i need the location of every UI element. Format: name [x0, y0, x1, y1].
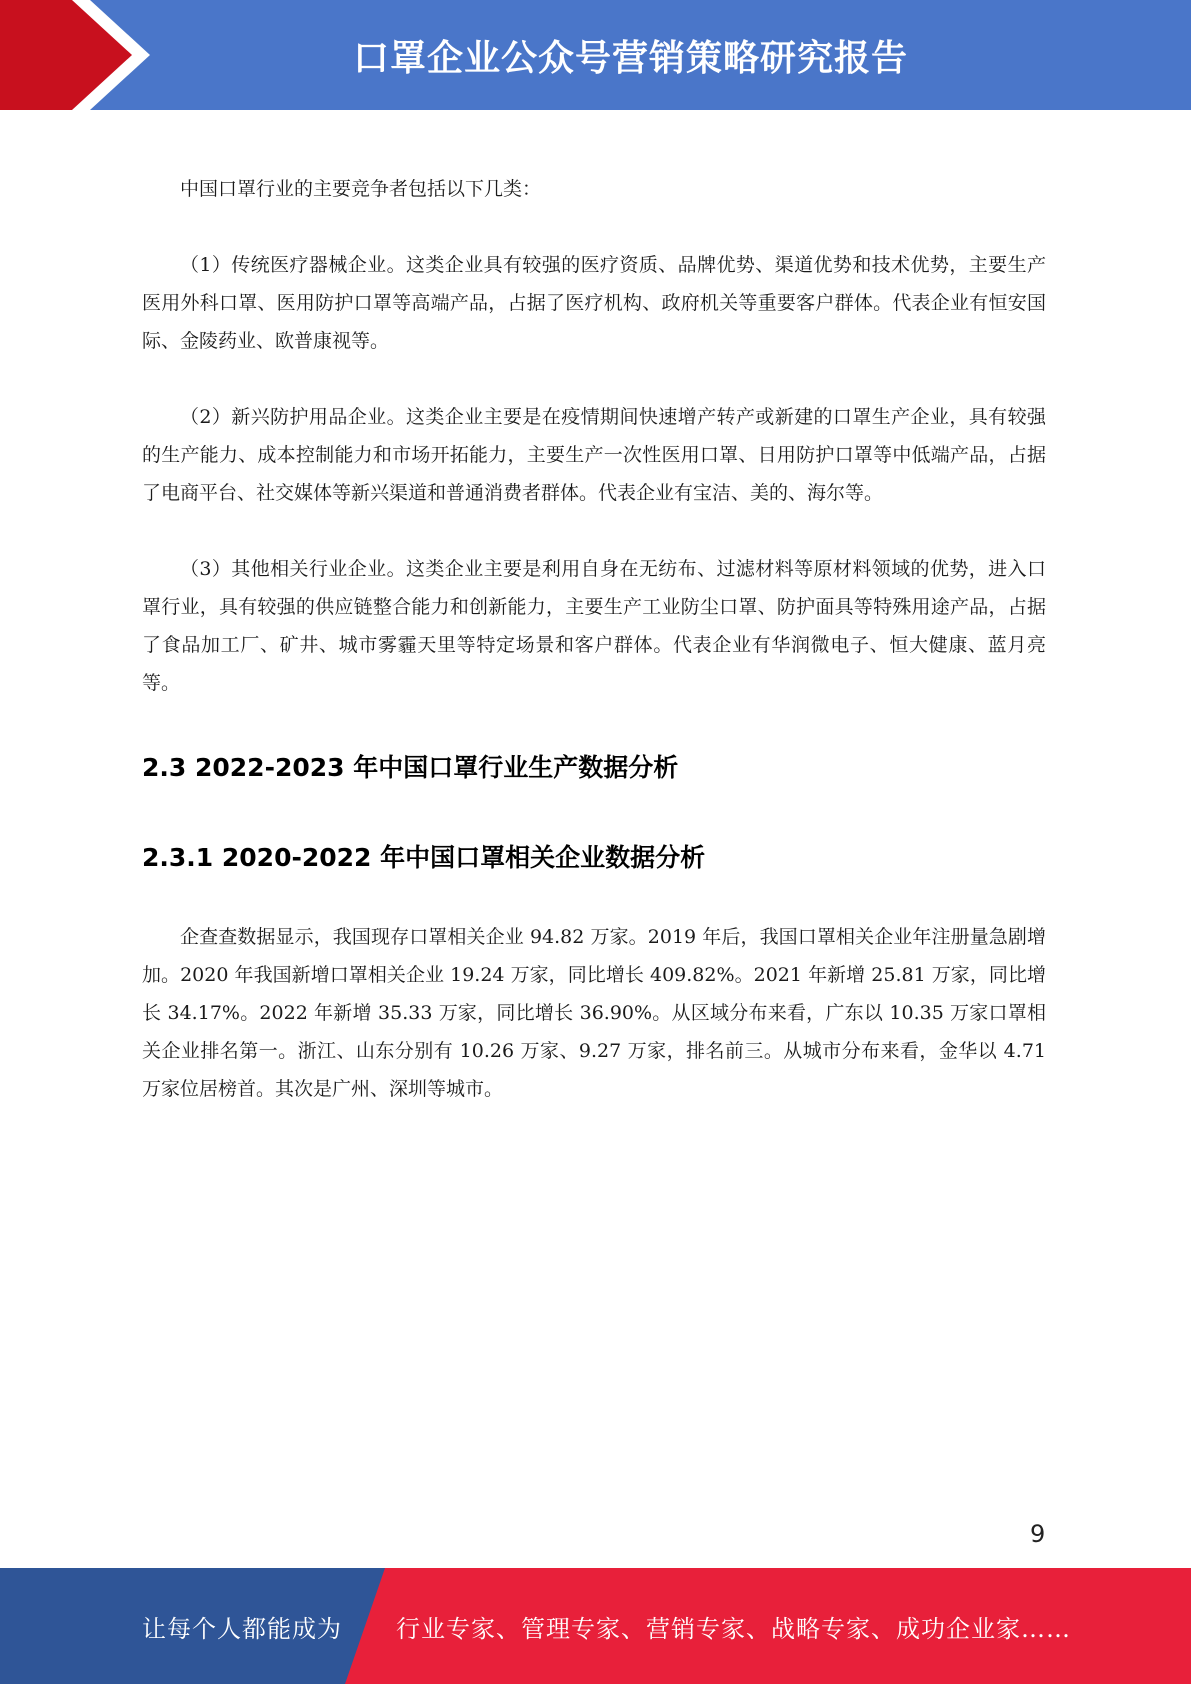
- competitor-paragraph-2: （2）新兴防护用品企业。这类企业主要是在疫情期间快速增产转产或新建的口罩生产企业，具有较强的生产能力、成本控制能力和市场开拓能力，主要生产一次性医用口罩、日用防护口罩等中低端产品，占据了电商平台、社交媒体等新兴渠道和普通消费者群体。代表企业有宝洁、美的、海尔等。: [142, 406, 1046, 504]
- report-title: 口罩企业公众号营销策略研究报告: [352, 37, 908, 79]
- footer-slogan-left: 让每个人都能成为: [142, 1614, 342, 1643]
- main-content: [142, 170, 1046, 1108]
- section-heading-2-3: 2.3 2022-2023 年中国口罩行业生产数据分析: [142, 753, 679, 782]
- page-header: [0, 0, 1191, 110]
- intro-paragraph: 中国口罩行业的主要竞争者包括以下几类：: [180, 178, 542, 200]
- footer-slogan-right: 行业专家、管理专家、营销专家、战略专家、成功企业家……: [396, 1614, 1071, 1643]
- page-number: 9: [1030, 1520, 1046, 1548]
- competitor-paragraph-1: （1）传统医疗器械企业。这类企业具有较强的医疗资质、品牌优势、渠道优势和技术优势，主要生产医用外科口罩、医用防护口罩等高端产品，占据了医疗机构、政府机关等重要客户群体。代表企业有恒安国际、金陵药业、欧普康视等。: [142, 254, 1046, 352]
- competitor-paragraph-3: （3）其他相关行业企业。这类企业主要是利用自身在无纺布、过滤材料等原材料领域的优势，进入口罩行业，具有较强的供应链整合能力和创新能力，主要生产工业防尘口罩、防护面具等特殊用途产品，占据了食品加工厂、矿井、城市雾霾天里等特定场景和客户群体。代表企业有华润微电子、恒大健康、蓝月亮等。: [142, 558, 1046, 694]
- page-footer: [0, 1568, 1191, 1684]
- data-analysis-paragraph: 企查查数据显示，我国现存口罩相关企业 94.82 万家。2019 年后，我国口罩相关企业年注册量急剧增加。2020 年我国新增口罩相关企业 19.24 万家，同比增长 409.82%。2021 年新增 25.81 万家，同比增长 34.17%。2022 年新增 35.33 万家，同比增长 36.90%。从区域分布来看，广东以 10.35 万家口罩相关企业排名第一。浙江、山东分别有 10.26 万家、9.27 万家，排名前三。从城市分布来看，金华以 4.71 万家位居榜首。其次是广州、深圳等城市。: [142, 926, 1046, 1100]
- section-heading-2-3-1: 2.3.1 2020-2022 年中国口罩相关企业数据分析: [142, 843, 706, 872]
